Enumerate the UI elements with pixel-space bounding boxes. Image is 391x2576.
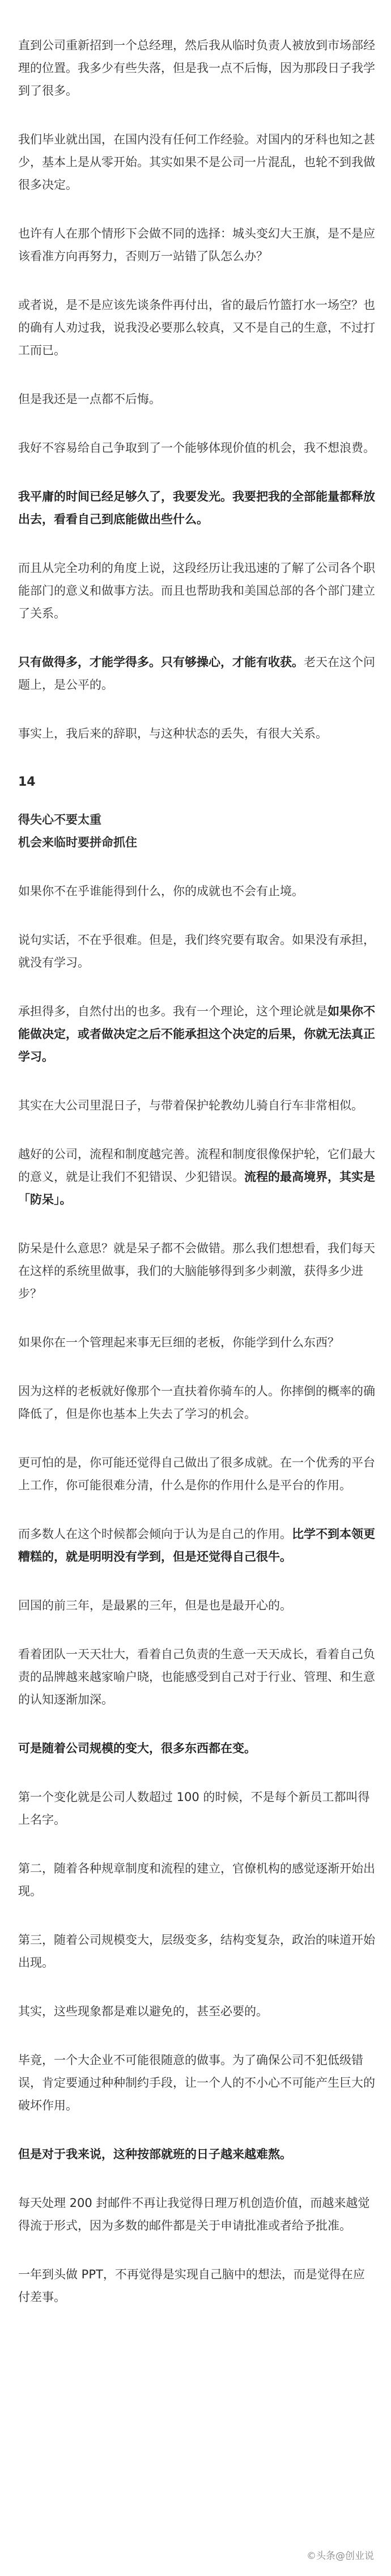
paragraph-6: 我好不容易给自己争取到了一个能够体现价值的机会，我不想浪费。	[18, 441, 375, 455]
paragraph-4: 或者说，是不是应该先谈条件再付出，省的最后竹篮打水一场空？也的确有人劝过我，说我没必要那么较真，又不是自己的生意，不过打工而已。	[18, 298, 375, 357]
paragraph-30: 每天处理 200 封邮件不再让我觉得日理万机创造价值，而越来越觉得流于形式，因为多数的邮件都是关于申请批准或者给予批准。	[18, 2196, 370, 2232]
paragraph-2: 我们毕业就出国，在国内没有任何工作经验。对国内的牙科也知之甚少，基本上是从零开始。其实如果不是公司一片混乱，也轮不到我做很多决定。	[18, 133, 375, 192]
paragraph-20-bold: 比学不到本领更糟糕的，就是明明没有学到，但是还觉得自己很牛。	[18, 1527, 375, 1564]
paragraph-15	[18, 1143, 375, 1211]
paragraph-9-tail: 老天在这个问题上，是公平的。	[18, 655, 375, 692]
section-heading-line-1: 得失心不要太重	[18, 813, 101, 827]
paragraph-16: 防呆是什么意思？就是呆子都不会做错。那么我们想想看，我们每天在这样的系统里做事，我们的大脑能够得到多少刺激，获得多少进步？	[18, 1242, 375, 1300]
paragraph-31: 一年到头做 PPT，不再觉得是实现自己脑中的想法，而是觉得在应付差事。	[18, 2268, 365, 2304]
paragraph-15-bold: 流程的最高境界，其实是「防呆」。	[18, 1170, 375, 1206]
paragraph-13	[18, 1000, 375, 1068]
paragraph-29-bold: 但是对于我来说，这种按部就班的日子越来越难熬。	[18, 2147, 292, 2161]
paragraph-8: 而且从完全功利的角度上说，这段经历让我迅速的了解了公司各个职能部门的意义和做事方法。而且也帮助我和美国总部的各个部门建立了关系。	[18, 561, 375, 620]
paragraph-18: 因为这样的老板就好像那个一直扶着你骑车的人。你摔倒的概率的确降低了，但是你也基本上失去了学习的机会。	[18, 1384, 375, 1421]
paragraph-20	[18, 1523, 375, 1568]
paragraph-24: 第一个变化就是公司人数超过 100 的时候，不是每个新员工都叫得上名字。	[18, 1790, 370, 1827]
source-watermark: ©头条@创业说	[307, 2550, 374, 2562]
section-heading	[18, 808, 375, 854]
paragraph-13-lead: 承担得多，自然付出的也多。我有一个理论，这个理论就是	[18, 1005, 328, 1018]
paragraph-19: 更可怕的是，你可能还觉得自己做出了很多成就。在一个优秀的平台上工作，你可能很难分清，什么是你的作用什么是平台的作用。	[18, 1456, 375, 1492]
paragraph-9	[18, 651, 375, 696]
paragraph-15-lead: 越好的公司，流程和制度越完善。流程和制度很像保护轮，它们最大的意义，就是让我们不犯错误、少犯错误。	[18, 1147, 375, 1184]
paragraph-11: 如果你不在乎谁能得到什么，你的成就也不会有止境。	[18, 884, 304, 898]
paragraph-10: 事实上，我后来的辞职，与这种状态的丢失，有很大关系。	[18, 727, 328, 740]
paragraph-28: 毕竟，一个大企业不可能很随意的做事。为了确保公司不犯低级错误，肯定要通过种种制约手段，让一个人的不小心不可能产生巨大的破坏作用。	[18, 2053, 375, 2112]
paragraph-17: 如果你在一个管理起来事无巨细的老板，你能学到什么东西？	[18, 1336, 339, 1349]
section-number: 14	[18, 775, 36, 789]
paragraph-27: 其实，这些现象都是难以避免的，甚至必要的。	[18, 2005, 268, 2018]
paragraph-25: 第二，随着各种规章制度和流程的建立，官僚机构的感觉逐渐开始出现。	[18, 1862, 375, 1898]
paragraph-9-bold: 只有做得多，才能学得多。只有够操心，才能有收获。	[18, 655, 304, 669]
paragraph-13-bold: 如果你不能做决定，或者做决定之后不能承担这个决定的后果，你就无法真正学习。	[18, 1005, 375, 1064]
paragraph-1: 直到公司重新招到一个总经理，然后我从临时负责人被放到市场部经理的位置。我多少有些失落，但是我一点不后悔，因为那段日子我学到了很多。	[18, 39, 375, 98]
paragraph-23-bold: 可是随着公司规模的变大，很多东西都在变。	[18, 1742, 256, 1755]
section-heading-line-2: 机会来临时要拼命抓住	[18, 836, 137, 849]
paragraph-14: 其实在大公司里混日子，与带着保护轮教幼儿骑自行车非常相似。	[18, 1099, 363, 1112]
paragraph-7-bold: 我平庸的时间已经足够久了，我要发光。我要把我的全部能量都释放出去，看看自己到底能做出些什么。	[18, 490, 375, 526]
paragraph-20-lead: 而多数人在这个时候都会倾向于认为是自己的作用。	[18, 1527, 292, 1541]
paragraph-12: 说句实话，不在乎很难。但是，我们终究要有取舍。如果没有承担，就没有学习。	[18, 933, 375, 969]
paragraph-26: 第三，随着公司规模变大，层级变多，结构变复杂，政治的味道开始出现。	[18, 1933, 375, 1969]
paragraph-22: 看着团队一天天壮大，看着自己负责的生意一天天成长，看着自己负责的品牌越来越家喻户晓，也能感受到自己对于行业、管理、和生意的认知逐渐加深。	[18, 1647, 375, 1706]
paragraph-21: 回国的前三年，是最累的三年，但是也是最开心的。	[18, 1599, 292, 1612]
paragraph-3: 也许有人在那个情形下会做不同的选择：城头变幻大王旗，是不是应该看准方向再努力，否则万一站错了队怎么办？	[18, 227, 375, 263]
paragraph-5: 但是我还是一点都不后悔。	[18, 392, 161, 406]
